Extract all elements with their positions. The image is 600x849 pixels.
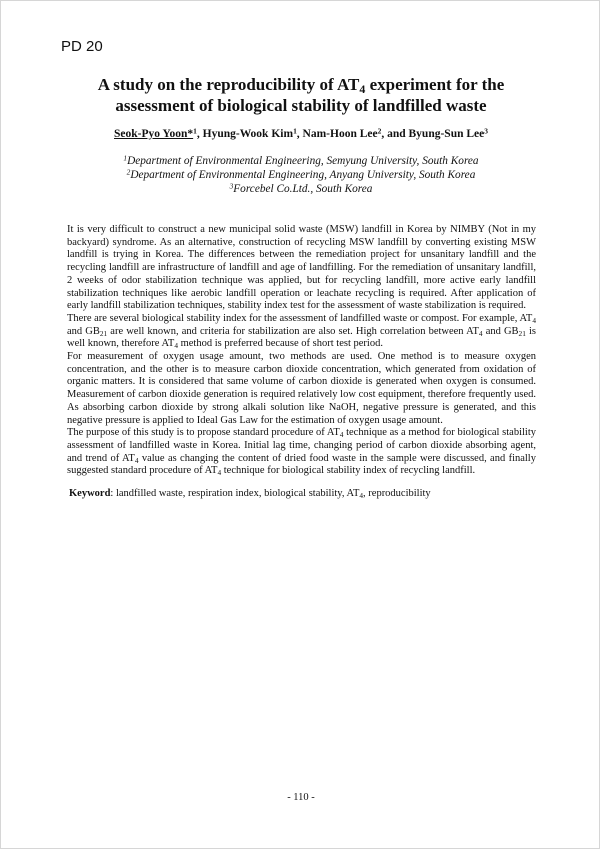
author-name: Seok-Pyo Yoon* bbox=[114, 128, 194, 140]
paper-title: A study on the reproducibility of $AT_4$ experiment for the assessment of biological stability of landfilled waste bbox=[97, 75, 505, 115]
author-name: Nam-Hoon Lee bbox=[302, 128, 378, 140]
keyword-label: Keyword bbox=[69, 488, 111, 500]
abstract-paragraph: There are several biological stability index for the assessment of landfilled waste or compost. For example, $AT_4$ and $GB_{21}$ are well known, and criteria for stabilization are also set. High correlation between $AT_4$ and $GB_{21}$ is well known, therefore $AT_4$ method is preferred because of short test period. bbox=[67, 312, 536, 351]
keywords: Keyword: landfilled waste, respiration index, biological stability, $AT_4$, reproducibility bbox=[69, 488, 431, 500]
abstract-paragraph: For measurement of oxygen usage amount, two methods are used. One method is to measure oxygen concentration, and the other is to measure carbon dioxide concentration, which generated from oxidation of organic matters. It is considered that same volume of carbon dioxide is generated when oxygen is consumed. Measurement of carbon dioxide generation is required relatively low cost equipment, therefore frequently used. As absorbing carbon dioxide by strong alkali solution like NaOH, negative pressure is generated, and this negative pressure is applied to Ideal Gas Law for the estimation of oxygen usage amount. bbox=[67, 351, 536, 426]
author-name: Hyung-Wook Kim bbox=[202, 128, 294, 140]
author-name: Byung-Sun Lee bbox=[408, 128, 485, 140]
affiliation: $^2$Department of Environmental Engineering, Anyang University, South Korea bbox=[126, 167, 476, 181]
abstract bbox=[67, 224, 536, 501]
abstract-paragraph: It is very difficult to construct a new municipal solid waste (MSW) landfill in Korea by NIMBY (Not in my backyard) syndrome. As an alternative, construction of recycling MSW landfill by converting existing MSW landfill is trying in Korea. The differences between the remediation project for unsanitary landfill and the recycling landfill are infrastructure of landfill and age of landfilling. For the remediation of unsanitary landfill, 2 weeks of odor stabilization technique was applied, but for recycling landfill, more active early landfill stabilization techniques like aerobic landfill operation or leachate recycling is required. After application of early landfill stabilization techniques, stability index test for the assessment of waste stabilization is required. bbox=[67, 224, 536, 312]
poster-code: PD 20 bbox=[61, 38, 103, 55]
page-number: - 110 - bbox=[287, 792, 315, 803]
affiliation: $^1$Department of Environmental Engineering, Semyung University, South Korea bbox=[123, 153, 479, 167]
affiliation: $^3$Forcebel Co.Ltd., South Korea bbox=[229, 181, 373, 195]
abstract-paragraph: The purpose of this study is to propose standard procedure of $AT_4$ technique as a method for biological stability assessment of landfilled waste in Korea. Initial lag time, changing period of carbon dioxide absorbing agent, and trend of $AT_4$ value as changing the content of dried food waste in the sample were discussed, and finally suggested standard procedure of $AT_4$ technique for biological stability index of recycling landfill. bbox=[67, 427, 536, 478]
affiliations bbox=[61, 154, 541, 196]
author-list: Seok-Pyo Yoon*$^1$, Hyung-Wook Kim$^1$, Nam-Hoon Lee$^2$, and Byung-Sun Lee$^3$ bbox=[114, 126, 488, 140]
